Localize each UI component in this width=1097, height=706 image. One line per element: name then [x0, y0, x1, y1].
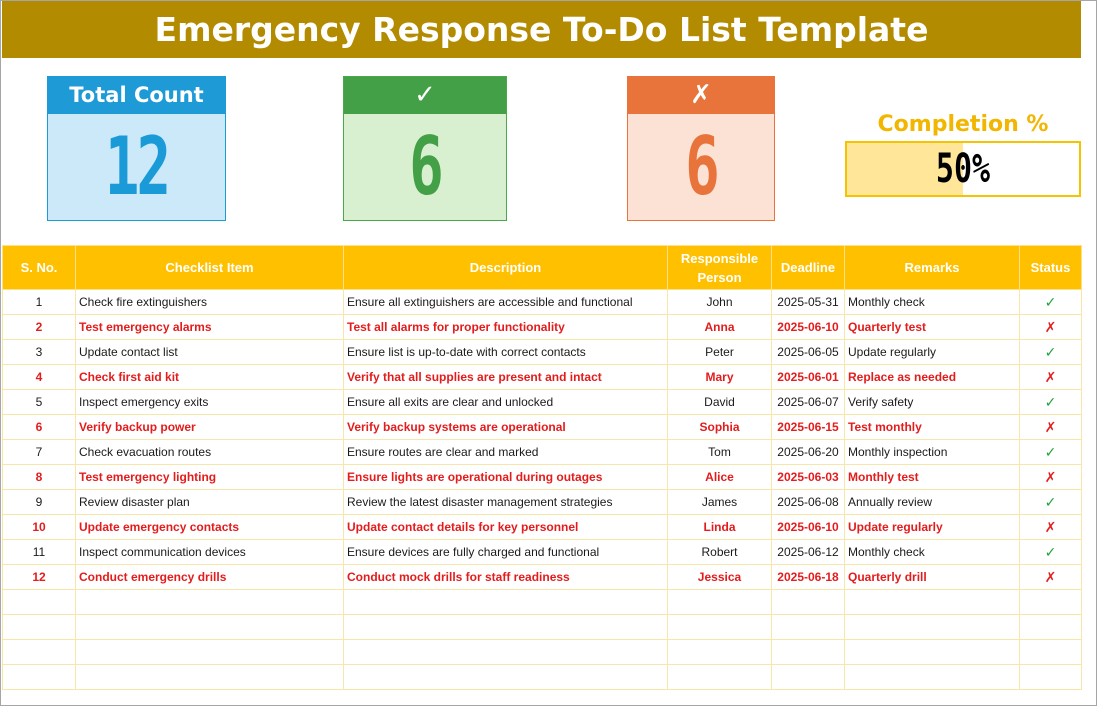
- cell-deadline[interactable]: 2025-06-08: [772, 490, 845, 515]
- cell-remarks[interactable]: Update regularly: [845, 515, 1020, 540]
- cell-responsible-person[interactable]: [668, 665, 772, 690]
- cell-remarks[interactable]: Update regularly: [845, 340, 1020, 365]
- cell-s-no[interactable]: 12: [3, 565, 76, 590]
- cell-description[interactable]: Verify that all supplies are present and intact: [344, 365, 668, 390]
- cell-remarks[interactable]: Monthly inspection: [845, 440, 1020, 465]
- table-row[interactable]: [3, 315, 1082, 340]
- cell-responsible-person[interactable]: Sophia: [668, 415, 772, 440]
- cell-deadline[interactable]: [772, 590, 845, 615]
- cell-checklist-item[interactable]: Update emergency contacts: [76, 515, 344, 540]
- cell-remarks[interactable]: Monthly check: [845, 290, 1020, 315]
- cell-responsible-person[interactable]: David: [668, 390, 772, 415]
- cell-checklist-item[interactable]: Inspect communication devices: [76, 540, 344, 565]
- cell-description[interactable]: Verify backup systems are operational: [344, 415, 668, 440]
- cell-responsible-person[interactable]: Robert: [668, 540, 772, 565]
- cell-status[interactable]: ✗: [1020, 415, 1082, 440]
- cell-s-no[interactable]: 8: [3, 465, 76, 490]
- table-header-row: [3, 246, 1082, 290]
- cell-description[interactable]: [344, 640, 668, 665]
- cell-description[interactable]: Review the latest disaster management strategies: [344, 490, 668, 515]
- cell-remarks[interactable]: Quarterly test: [845, 315, 1020, 340]
- table-row[interactable]: [3, 515, 1082, 540]
- table-row[interactable]: [3, 415, 1082, 440]
- cell-deadline[interactable]: 2025-06-07: [772, 390, 845, 415]
- cell-checklist-item[interactable]: [76, 665, 344, 690]
- cell-description[interactable]: Ensure all extinguishers are accessible and functional: [344, 290, 668, 315]
- cell-deadline[interactable]: 2025-06-12: [772, 540, 845, 565]
- cell-s-no[interactable]: 4: [3, 365, 76, 390]
- cell-status[interactable]: ✓: [1020, 290, 1082, 315]
- cell-status[interactable]: [1020, 640, 1082, 665]
- empty-table-row[interactable]: [3, 590, 1082, 615]
- empty-table-row[interactable]: [3, 665, 1082, 690]
- cell-description[interactable]: Ensure all exits are clear and unlocked: [344, 390, 668, 415]
- cell-remarks[interactable]: [845, 665, 1020, 690]
- cell-status[interactable]: ✓: [1020, 440, 1082, 465]
- cell-s-no[interactable]: [3, 665, 76, 690]
- cell-description[interactable]: Ensure routes are clear and marked: [344, 440, 668, 465]
- cell-s-no[interactable]: [3, 615, 76, 640]
- empty-table-row[interactable]: [3, 640, 1082, 665]
- table-row[interactable]: [3, 465, 1082, 490]
- cell-deadline[interactable]: 2025-06-18: [772, 565, 845, 590]
- completed-count-value: 6: [409, 120, 441, 213]
- cell-s-no[interactable]: 3: [3, 340, 76, 365]
- check-icon: ✓: [344, 77, 506, 114]
- cell-status[interactable]: ✓: [1020, 340, 1082, 365]
- table-row[interactable]: [3, 540, 1082, 565]
- cell-responsible-person[interactable]: Tom: [668, 440, 772, 465]
- cell-deadline[interactable]: 2025-06-01: [772, 365, 845, 390]
- cell-deadline[interactable]: 2025-06-10: [772, 515, 845, 540]
- header-deadline[interactable]: Deadline: [772, 246, 845, 290]
- cell-s-no[interactable]: 10: [3, 515, 76, 540]
- cross-icon: ✗: [628, 77, 774, 114]
- cell-s-no[interactable]: [3, 640, 76, 665]
- cell-description[interactable]: Update contact details for key personnel: [344, 515, 668, 540]
- cell-status[interactable]: [1020, 590, 1082, 615]
- cell-deadline[interactable]: 2025-06-20: [772, 440, 845, 465]
- cell-description[interactable]: [344, 590, 668, 615]
- table-row[interactable]: [3, 440, 1082, 465]
- cell-responsible-person[interactable]: James: [668, 490, 772, 515]
- header-description[interactable]: Description: [344, 246, 668, 290]
- cell-description[interactable]: Test all alarms for proper functionality: [344, 315, 668, 340]
- cell-status[interactable]: ✗: [1020, 315, 1082, 340]
- cell-status[interactable]: [1020, 615, 1082, 640]
- cell-checklist-item[interactable]: Conduct emergency drills: [76, 565, 344, 590]
- total-count-label: Total Count: [48, 77, 225, 114]
- cell-responsible-person[interactable]: [668, 590, 772, 615]
- cell-remarks[interactable]: [845, 590, 1020, 615]
- total-count-value: 12: [104, 120, 169, 213]
- table-row[interactable]: [3, 365, 1082, 390]
- cell-checklist-item[interactable]: Inspect emergency exits: [76, 390, 344, 415]
- cell-remarks[interactable]: Monthly test: [845, 465, 1020, 490]
- total-count-card: [47, 76, 226, 221]
- cell-responsible-person[interactable]: Linda: [668, 515, 772, 540]
- cell-checklist-item[interactable]: Verify backup power: [76, 415, 344, 440]
- cell-checklist-item[interactable]: Check evacuation routes: [76, 440, 344, 465]
- cell-remarks[interactable]: [845, 615, 1020, 640]
- cell-status[interactable]: ✓: [1020, 540, 1082, 565]
- cell-responsible-person[interactable]: [668, 640, 772, 665]
- cell-deadline[interactable]: 2025-06-10: [772, 315, 845, 340]
- cell-status[interactable]: ✓: [1020, 490, 1082, 515]
- cell-s-no[interactable]: 6: [3, 415, 76, 440]
- cell-checklist-item[interactable]: Check fire extinguishers: [76, 290, 344, 315]
- cell-status[interactable]: ✓: [1020, 390, 1082, 415]
- cell-checklist-item[interactable]: [76, 640, 344, 665]
- cell-description[interactable]: Conduct mock drills for staff readiness: [344, 565, 668, 590]
- cell-remarks[interactable]: Verify safety: [845, 390, 1020, 415]
- cell-status[interactable]: ✗: [1020, 565, 1082, 590]
- cell-description[interactable]: Ensure lights are operational during outages: [344, 465, 668, 490]
- cell-responsible-person[interactable]: Mary: [668, 365, 772, 390]
- cell-deadline[interactable]: [772, 640, 845, 665]
- cell-remarks[interactable]: [845, 640, 1020, 665]
- cell-deadline[interactable]: 2025-06-03: [772, 465, 845, 490]
- cell-deadline[interactable]: 2025-06-05: [772, 340, 845, 365]
- header-s-no[interactable]: S. No.: [3, 246, 76, 290]
- table-row[interactable]: [3, 565, 1082, 590]
- cell-deadline[interactable]: 2025-06-15: [772, 415, 845, 440]
- cell-responsible-person[interactable]: John: [668, 290, 772, 315]
- table-row[interactable]: [3, 290, 1082, 315]
- cell-s-no[interactable]: 1: [3, 290, 76, 315]
- table-row[interactable]: [3, 340, 1082, 365]
- cell-status[interactable]: [1020, 665, 1082, 690]
- cell-status[interactable]: ✗: [1020, 515, 1082, 540]
- cell-remarks[interactable]: Quarterly drill: [845, 565, 1020, 590]
- pending-count-value: 6: [685, 120, 717, 213]
- cell-s-no[interactable]: 9: [3, 490, 76, 515]
- empty-table-row[interactable]: [3, 615, 1082, 640]
- completed-count-card: [343, 76, 507, 221]
- table-row[interactable]: [3, 390, 1082, 415]
- cell-responsible-person[interactable]: Jessica: [668, 565, 772, 590]
- cell-s-no[interactable]: 2: [3, 315, 76, 340]
- header-responsible-person[interactable]: Responsible Person: [668, 246, 772, 290]
- cell-checklist-item[interactable]: Test emergency alarms: [76, 315, 344, 340]
- cell-description[interactable]: Ensure devices are fully charged and functional: [344, 540, 668, 565]
- cell-checklist-item[interactable]: Check first aid kit: [76, 365, 344, 390]
- cell-responsible-person[interactable]: Alice: [668, 465, 772, 490]
- page-title: Emergency Response To-Do List Template: [2, 1, 1081, 58]
- cell-description[interactable]: [344, 665, 668, 690]
- cell-checklist-item[interactable]: Review disaster plan: [76, 490, 344, 515]
- cell-description[interactable]: [344, 615, 668, 640]
- completion-label: Completion %: [877, 112, 1049, 137]
- cell-deadline[interactable]: [772, 665, 845, 690]
- cell-status[interactable]: ✗: [1020, 465, 1082, 490]
- cell-checklist-item[interactable]: Update contact list: [76, 340, 344, 365]
- cell-responsible-person[interactable]: [668, 615, 772, 640]
- header-checklist-item[interactable]: Checklist Item: [76, 246, 344, 290]
- pending-count-card: [627, 76, 775, 221]
- cell-checklist-item[interactable]: Test emergency lighting: [76, 465, 344, 490]
- header-remarks[interactable]: Remarks: [845, 246, 1020, 290]
- cell-responsible-person[interactable]: Anna: [668, 315, 772, 340]
- cell-remarks[interactable]: Replace as needed: [845, 365, 1020, 390]
- cell-checklist-item[interactable]: [76, 590, 344, 615]
- table-row[interactable]: [3, 490, 1082, 515]
- completion-value: 50%: [935, 146, 991, 192]
- cell-deadline[interactable]: [772, 615, 845, 640]
- cell-description[interactable]: Ensure list is up-to-date with correct contacts: [344, 340, 668, 365]
- cell-s-no[interactable]: 11: [3, 540, 76, 565]
- cell-remarks[interactable]: Test monthly: [845, 415, 1020, 440]
- checklist-table: [2, 245, 1081, 690]
- cell-s-no[interactable]: 5: [3, 390, 76, 415]
- cell-s-no[interactable]: 7: [3, 440, 76, 465]
- cell-responsible-person[interactable]: Peter: [668, 340, 772, 365]
- cell-remarks[interactable]: Annually review: [845, 490, 1020, 515]
- cell-deadline[interactable]: 2025-05-31: [772, 290, 845, 315]
- completion-progress-bar: [845, 141, 1081, 197]
- header-status[interactable]: Status: [1020, 246, 1082, 290]
- cell-remarks[interactable]: Monthly check: [845, 540, 1020, 565]
- cell-checklist-item[interactable]: [76, 615, 344, 640]
- cell-s-no[interactable]: [3, 590, 76, 615]
- cell-status[interactable]: ✗: [1020, 365, 1082, 390]
